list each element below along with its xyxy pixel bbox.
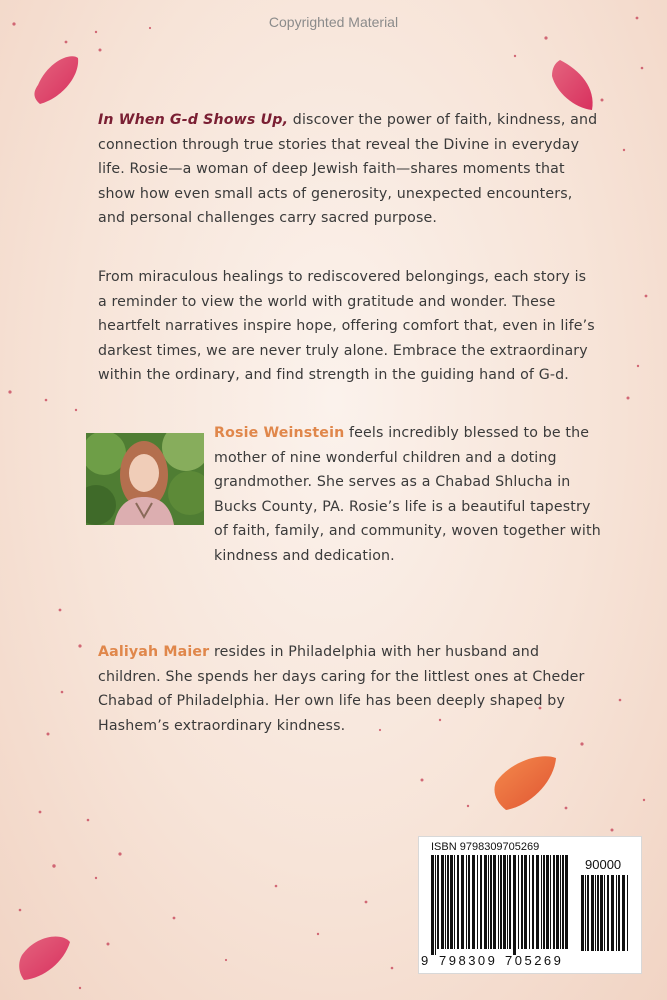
blurb-paragraph-1-text: discover the power of faith, kindness, and connection through true stories that reveal the Divine in everyday life. Rosie—a woman of deep Jewish faith—shares moments that show how even small acts of generosity, unexpected encounters, and personal challenges carry sacred purpose.: [98, 112, 598, 227]
barcode-digits-group-2: 705269: [505, 953, 564, 968]
barcode-stripe: [565, 855, 568, 949]
barcode-stripe: [560, 855, 561, 949]
barcode-stripe: [546, 855, 549, 949]
barcode-stripe: [550, 855, 551, 949]
barcode-stripe: [553, 855, 555, 949]
petal-top-left: [34, 56, 78, 104]
barcode-stripe: [585, 875, 586, 951]
barcode-stripe: [468, 855, 470, 949]
author-bio-aaliyah: [98, 640, 598, 738]
barcode-stripe: [536, 855, 539, 949]
petal-right-orange: [494, 756, 556, 810]
barcode-stripe: [509, 855, 511, 949]
blurb-paragraph-2: From miraculous healings to rediscovered belongings, each story is a reminder to view the world with gratitude and wonder. These heartfelt narratives inspire hope, offering comfort that, even in life’s darkest times, we are never truly alone. Embrace the extraordinary within the ordinary, and find strength in the guiding hand of G-d.: [98, 269, 595, 384]
book-title: In When G-d Shows Up,: [98, 112, 289, 128]
barcode-stripe: [595, 875, 596, 951]
isbn-barcode: [418, 836, 642, 974]
author-photo: [86, 433, 204, 525]
barcode-stripe: [466, 855, 467, 949]
barcode-stripe: [556, 855, 559, 949]
barcode-stripe: [447, 855, 449, 949]
author-name-rosie: Rosie Weinstein: [214, 425, 345, 441]
barcode-stripe: [484, 855, 487, 949]
barcode-stripe: [498, 855, 499, 949]
barcode-stripe: [604, 875, 605, 951]
barcode-stripe: [521, 855, 523, 949]
addon-barcode-bars: [579, 875, 631, 955]
barcode-stripe: [431, 855, 434, 955]
barcode-stripe: [461, 855, 464, 949]
barcode-stripe: [518, 855, 519, 949]
barcode-stripe: [543, 855, 545, 949]
barcode-stripe: [562, 855, 564, 949]
barcode-stripe: [507, 855, 508, 949]
petal-top-right: [552, 60, 593, 110]
barcode-stripe: [611, 875, 614, 951]
barcode-stripe: [488, 855, 489, 949]
barcode-stripe: [437, 855, 439, 949]
barcode-stripe: [532, 855, 534, 949]
barcode-stripe: [529, 855, 530, 949]
petal-bottom-left: [19, 936, 70, 980]
price-code: 90000: [585, 857, 622, 872]
blurb-paragraph-1: [98, 108, 598, 231]
barcode-stripe: [435, 855, 436, 955]
barcode-stripe: [477, 855, 478, 949]
barcode-stripe: [627, 875, 628, 951]
author-name-aaliyah: Aaliyah Maier: [98, 644, 210, 660]
barcode-stripe: [541, 855, 542, 949]
barcode-stripe: [513, 855, 516, 955]
barcode-stripe: [450, 855, 453, 949]
author-bio-rosie-text: feels incredibly blessed to be the mother of nine wonderful children and a doting grandmother. She serves as a Chabad Shlucha in Bucks County, PA. Rosie’s life is a beautiful tapestry of faith, family, and community, woven together with kindness and dedication.: [214, 425, 601, 564]
author-bio-rosie: [214, 421, 604, 569]
barcode-stripe: [524, 855, 527, 949]
author-bio-aaliyah-text: resides in Philadelphia with her husband and children. She spends her days caring for the littlest ones at Cheder Chabad of Philadelphia. Her own life has been deeply shaped by Hashem’s extraordinary kindness.: [98, 644, 585, 734]
barcode-stripe: [457, 855, 459, 949]
barcode-stripe: [597, 875, 599, 951]
barcode-digit-first: 9: [421, 953, 429, 968]
barcode-stripe: [490, 855, 492, 949]
barcode-stripe: [616, 875, 617, 951]
barcode-stripe: [445, 855, 446, 949]
barcode-stripe: [600, 875, 603, 951]
barcode-stripe: [480, 855, 482, 949]
isbn-label: ISBN 9798309705269: [431, 841, 540, 853]
barcode-stripe: [441, 855, 444, 949]
barcode-digits-group-1: 798309: [439, 953, 498, 968]
copyright-watermark: Copyrighted Material: [268, 14, 399, 30]
barcode-stripe: [493, 855, 496, 949]
barcode-stripe: [581, 875, 584, 951]
barcode-stripe: [503, 855, 506, 949]
barcode-stripe: [618, 875, 620, 951]
barcode-stripe: [500, 855, 502, 949]
barcode-stripe: [622, 875, 625, 951]
barcode-stripe: [607, 875, 609, 951]
barcode-stripe: [472, 855, 475, 949]
barcode-stripe: [587, 875, 589, 951]
barcode-bars: [429, 855, 573, 955]
barcode-stripe: [454, 855, 455, 949]
barcode-stripe: [591, 875, 594, 951]
